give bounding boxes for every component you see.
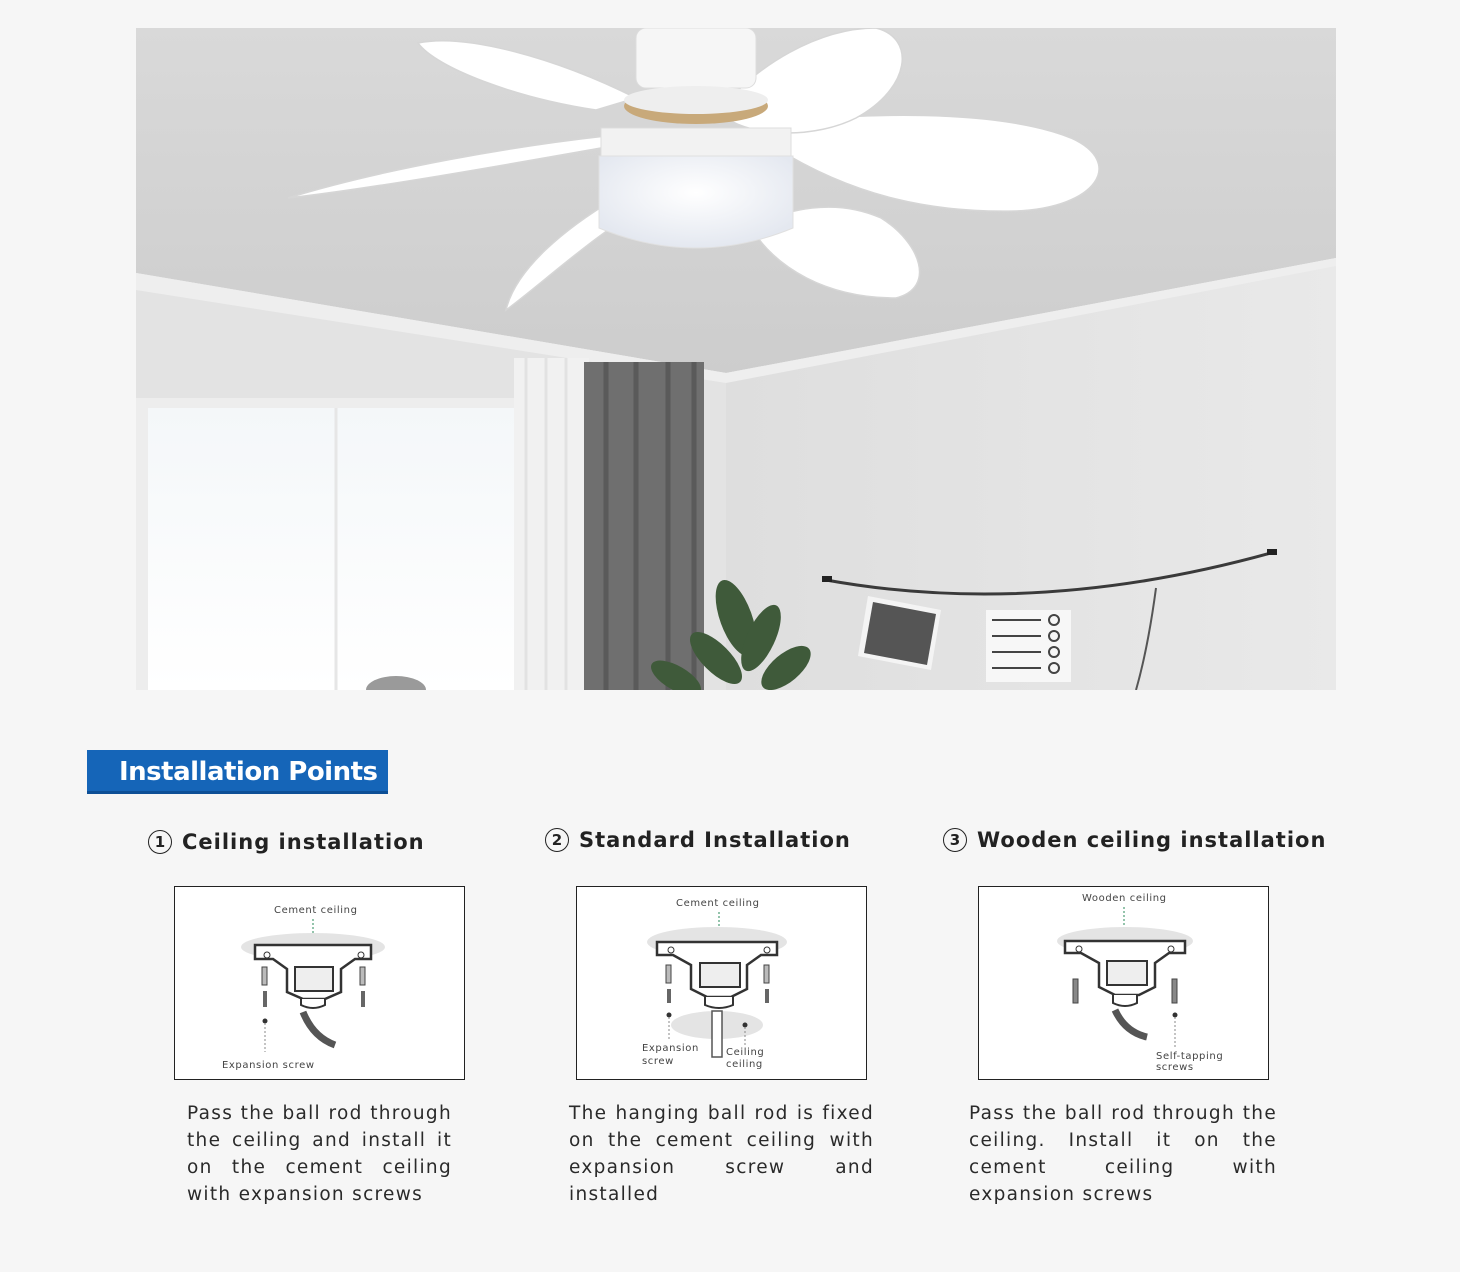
step-1-label-top: Cement ceiling (274, 905, 358, 916)
step-2-diagram (576, 886, 867, 1080)
step-3-heading (943, 828, 1326, 852)
step-3-description: Pass the ball rod through the ceiling. Install it on the cement ceiling with expansion screws (969, 1103, 1277, 1205)
step-2-label-left-1: Expansion (642, 1043, 699, 1054)
step-3-label-bottom-2: screws (1156, 1062, 1194, 1073)
step-1-description: Pass the ball rod through the ceiling and install it on the cement ceiling with expansion screws (187, 1103, 452, 1205)
step-2-label-right-1: Ceiling (726, 1047, 765, 1058)
step-2-heading (545, 828, 851, 852)
step-2-label-left-2: screw (642, 1056, 674, 1067)
step-1-diagram (174, 886, 465, 1080)
step-2-description: The hanging ball rod is fixed on the cement ceiling with expansion screw and installed (569, 1103, 874, 1205)
step-1-heading (148, 830, 425, 854)
step-1-label-bottom: Expansion screw (222, 1060, 315, 1071)
step-2-label-right-2: ceiling (726, 1059, 763, 1070)
section-title-badge (87, 750, 388, 794)
step-2-number: 2 (545, 828, 569, 852)
step-1-number: 1 (148, 830, 172, 854)
step-2-label-top: Cement ceiling (676, 898, 760, 909)
step-1-title: Ceiling installation (182, 830, 425, 854)
section-title: Installation Points (119, 757, 378, 787)
step-3-label-bottom-1: Self-tapping (1156, 1051, 1224, 1062)
step-3-number: 3 (943, 828, 967, 852)
step-2-title: Standard Installation (579, 828, 851, 852)
hero-product-photo (136, 28, 1336, 690)
step-3-title: Wooden ceiling installation (977, 828, 1327, 852)
step-3-diagram (978, 886, 1269, 1080)
step-3-label-top: Wooden ceiling (1082, 893, 1167, 904)
